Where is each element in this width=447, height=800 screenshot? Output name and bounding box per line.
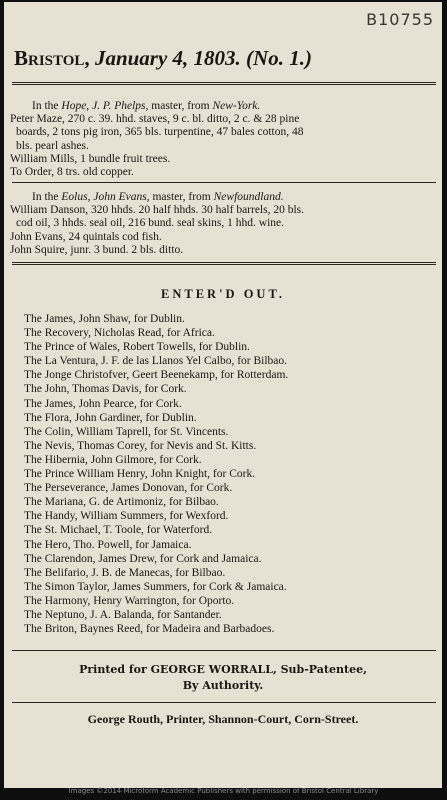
cargo-line: boards, 2 tons pig iron, 365 bls. turpentine, 47 bales cotton, 48	[16, 126, 304, 139]
title-place: Bristol,	[14, 46, 90, 70]
entered-in-hope	[10, 100, 434, 179]
list-item: The Briton, Baynes Reed, for Madeira and Barbadoes.	[24, 623, 275, 636]
title-date: January 4, 1803.	[94, 46, 241, 70]
list-item: The Nevis, Thomas Corey, for Nevis and St. Kitts.	[24, 439, 257, 452]
list-item: The Perseverance, James Donovan, for Cork.	[24, 482, 233, 495]
list-item: The Harmony, Henry Warrington, for Oporto.	[24, 594, 235, 607]
ship-name: Eolus,	[61, 191, 91, 203]
ship-name: Hope,	[61, 100, 90, 112]
archive-stamp: B10755	[366, 10, 434, 29]
list-item: The John, Thomas Davis, for Cork.	[24, 383, 187, 396]
list-item: The La Ventura, J. F. de las Llanos Yel Calbo, for Bilbao.	[24, 355, 288, 368]
list-item: The Prince of Wales, Robert Towells, for Dublin.	[24, 341, 250, 354]
list-item: The Colin, William Taprell, for St. Vincents.	[24, 425, 229, 438]
ship-origin: Newfoundland.	[213, 191, 284, 203]
ship-heading: In the Hope, J. P. Phelps, master, from New-York.	[32, 100, 261, 112]
imprint-line: By Authority.	[182, 679, 264, 692]
list-item: The Hero, Tho. Powell, for Jamaica.	[24, 538, 192, 551]
list-item: The St. Michael, T. Toole, for Waterford.	[24, 524, 213, 537]
footer-rule	[12, 650, 436, 651]
document-page	[4, 2, 442, 788]
ship-heading: In the Eolus, John Evans, master, from Newfoundland.	[32, 191, 284, 203]
imprint-authority	[4, 662, 442, 694]
ship-origin: New-York.	[212, 100, 261, 112]
section-rule	[12, 262, 436, 265]
cargo-line: Peter Maze, 270 c. 39. hhd. staves, 9 c. bl. ditto, 2 c. & 28 pine	[10, 113, 300, 126]
ship-master: John Evans,	[93, 191, 150, 203]
list-item: The Jonge Christofver, Geert Beenekamp, for Rotterdam.	[24, 369, 289, 382]
enterd-out-heading: ENTER'D OUT.	[161, 287, 285, 301]
ship-master: J. P. Phelps,	[92, 100, 149, 112]
list-item: The Belifario, J. B. de Manecas, for Bilbao.	[24, 566, 226, 579]
list-item: The Mariana, G. de Artimoniz, for Bilbao.	[24, 496, 219, 509]
list-item: The James, John Shaw, for Dublin.	[24, 313, 185, 325]
cargo-line: bls. pearl ashes.	[16, 139, 89, 152]
list-item: The Neptuno, J. A. Balanda, for Santander.	[24, 608, 222, 621]
footer-rule	[12, 702, 436, 703]
header-rule	[12, 82, 436, 85]
list-item: The Hibernia, John Gilmore, for Cork.	[24, 453, 202, 466]
list-item: The Handy, William Summers, for Wexford.	[24, 510, 229, 523]
section-rule	[12, 182, 436, 183]
printer-line: George Routh, Printer, Shannon-Court, Corn-Street.	[87, 712, 359, 726]
list-item: The James, John Pearce, for Cork.	[24, 397, 182, 410]
cargo-line: William Danson, 320 hhds. 20 half hhds. 30 half barrels, 20 bls.	[10, 204, 305, 217]
cargo-line: John Evans, 24 quintals cod fish.	[10, 230, 162, 243]
cargo-line: John Squire, junr. 3 bund. 2 bls. ditto.	[10, 243, 184, 256]
list-item: The Simon Taylor, James Summers, for Cork & Jamaica.	[24, 580, 287, 593]
title-number: (No. 1.)	[246, 46, 312, 70]
entered-out-list	[24, 312, 434, 636]
page-title	[14, 46, 434, 71]
cargo-line: To Order, 8 trs. old copper.	[10, 166, 134, 179]
list-item: The Recovery, Nicholas Read, for Africa.	[24, 327, 215, 340]
imprint-line: Printed for GEORGE WORRALL, Sub-Patentee,	[79, 663, 367, 676]
entered-in-eolus	[10, 191, 434, 257]
list-item: The Flora, John Gardiner, for Dublin.	[24, 411, 197, 424]
list-item: The Clarendon, James Drew, for Cork and Jamaica.	[24, 552, 262, 565]
list-item: The Prince William Henry, John Knight, for Cork.	[24, 468, 256, 481]
cargo-line: cod oil, 3 hhds. seal oil, 216 bund. seal skins, 1 hhd. wine.	[16, 217, 284, 230]
image-credit: Images ©2014 Microform Academic Publishers with permission of Bristol Central Library	[68, 787, 379, 795]
cargo-line: William Mills, 1 bundle fruit trees.	[10, 152, 171, 165]
